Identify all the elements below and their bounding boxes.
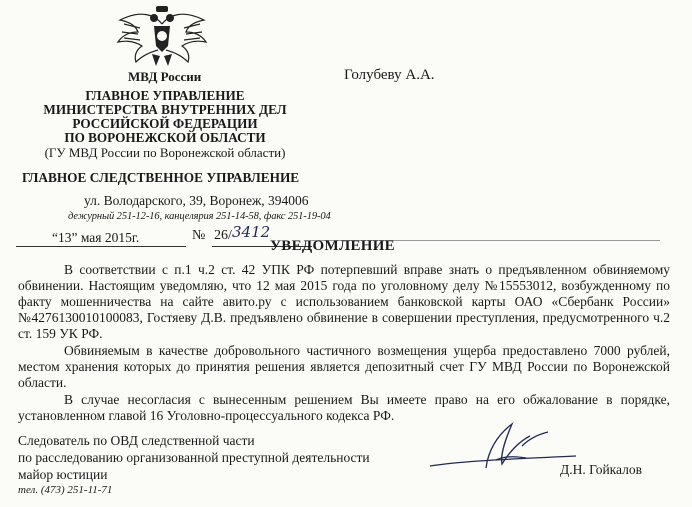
signer-phone: тел. (473) 251-11-71	[18, 484, 113, 496]
org-line: ГЛАВНОЕ УПРАВЛЕНИЕ	[85, 88, 245, 103]
signature-block	[18, 432, 370, 483]
date-underline	[16, 246, 186, 247]
document-number: 26/	[214, 228, 232, 243]
org-line: ПО ВОРОНЕЖСКОЙ ОБЛАСТИ	[64, 130, 266, 145]
org-line: МИНИСТЕРСТВА ВНУТРЕННИХ ДЕЛ	[43, 102, 287, 117]
org-short-name: МВД России	[128, 69, 202, 84]
signer-position-line: Следователь по ОВД следственной части	[18, 433, 255, 448]
body-paragraph: В соответствии с п.1 ч.2 ст. 42 УПК РФ потерпевший вправе знать о предъявленном обвиняемому обвинении. Настоящим уведомляю, что 12 мая 2015 года по уголовному делу №15553012, возбужденному по факту мошенничества на сайте авито.ру с использованием банковской карты ОАО «Сбербанк России» №4276130010100083, Гостяеву Д.В. предъявлено обвинение в совершении преступления, предусмотренного ч.2 ст. 159 УК РФ.	[18, 262, 670, 341]
signer-rank: майор юстиции	[18, 467, 108, 482]
signer-position-line: по расследованию организованной преступной деятельности	[18, 450, 370, 465]
body-paragraph: В случае несогласия с вынесенным решением Вы имеете право на его обжалование в порядке, установленном главой 16 Уголовно-процессуального кодекса РФ.	[18, 392, 670, 423]
signer-name: Д.Н. Гойкалов	[560, 462, 643, 477]
number-label: №	[192, 228, 206, 243]
document-title: УВЕДОМЛЕНИЕ	[270, 238, 395, 254]
org-abbreviation: (ГУ МВД России по Воронежской области)	[44, 145, 286, 160]
document-date: “13” мая 2015г.	[52, 230, 140, 245]
address: ул. Володарского, 39, Воронеж, 394006	[84, 193, 309, 208]
notice-body	[18, 262, 670, 424]
org-line: РОССИЙСКОЙ ФЕДЕРАЦИИ	[72, 116, 258, 131]
recipient-name: Голубеву А.А.	[344, 67, 435, 83]
double-headed-eagle-emblem-icon	[114, 4, 210, 72]
department-name: ГЛАВНОЕ СЛЕДСТВЕННОЕ УПРАВЛЕНИЕ	[22, 170, 300, 185]
body-paragraph: Обвиняемым в качестве добровольного частичного возмещения ущерба предоставлено 7000 рублей, местом хранения которых до принятия решения является депозитный счет ГУ МВД России по Воронежской области.	[18, 343, 670, 390]
handwritten-number: 3412	[232, 223, 271, 241]
phone-numbers: дежурный 251-12-16, канцелярия 251-14-58, факс 251-19-04	[68, 211, 331, 222]
org-full-name	[16, 89, 314, 145]
